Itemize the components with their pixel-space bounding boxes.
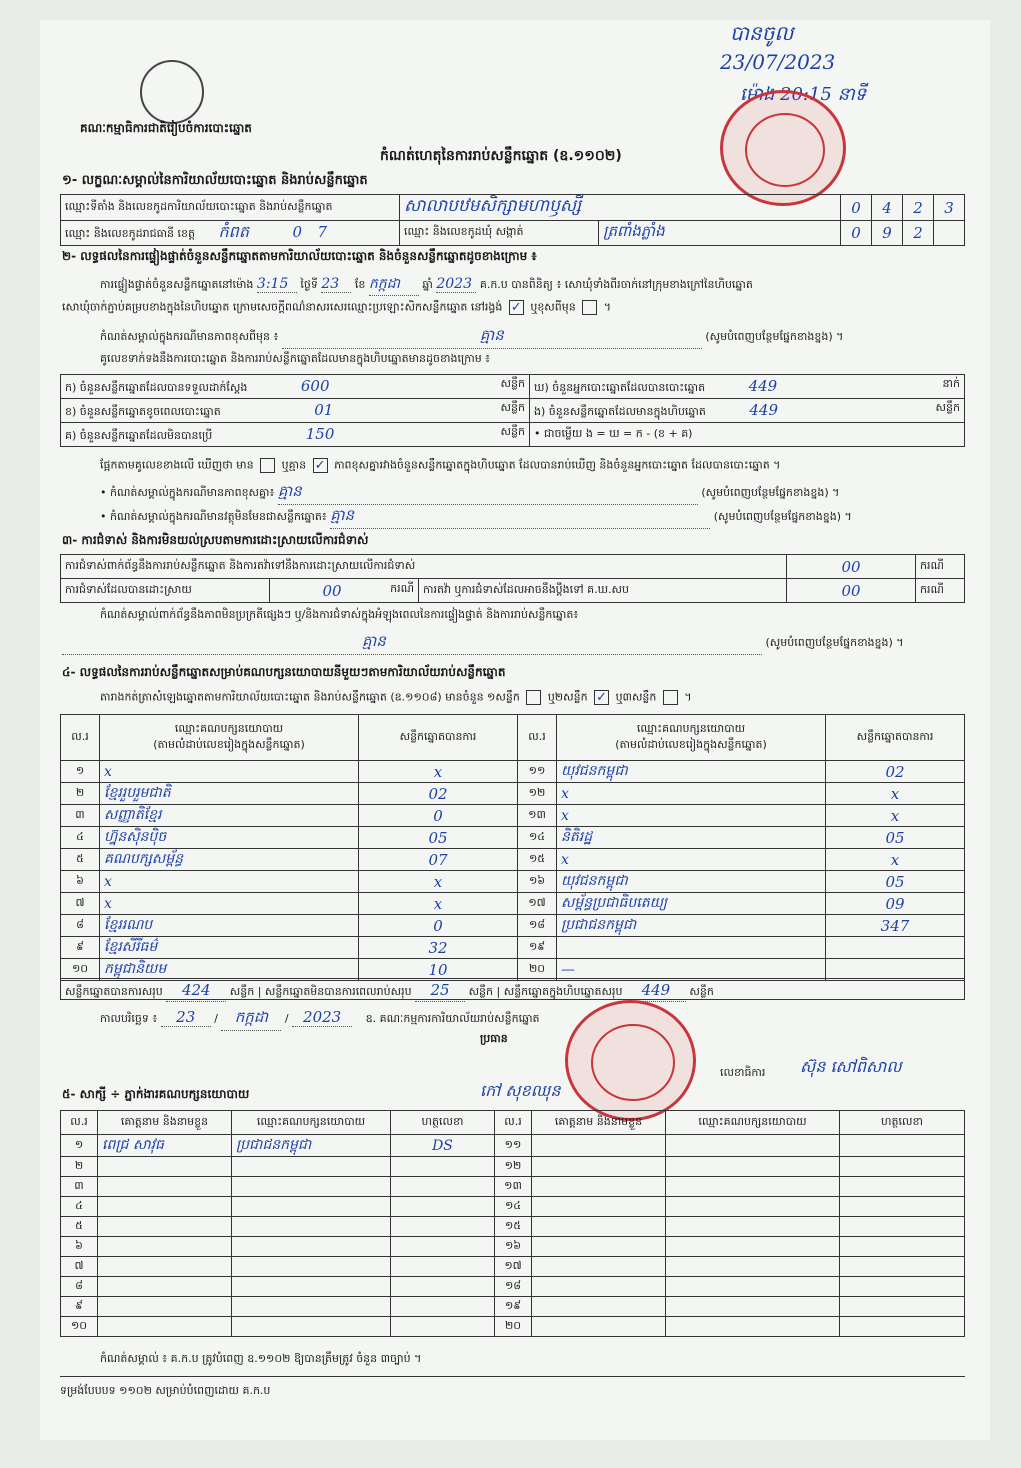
witness-signature: [391, 1217, 495, 1237]
bullet2-value: គ្មាន: [330, 506, 710, 529]
party-name: [557, 937, 826, 959]
unused-ballots-label: គ) ចំនួនសន្លឹកឆ្នោតដែលមិនបានប្រើ: [65, 428, 213, 442]
table-row: [61, 1257, 965, 1277]
party-name: x: [100, 761, 359, 783]
witness-signature: [840, 1257, 965, 1277]
witness-signature: [840, 1277, 965, 1297]
appeal-value: 00: [787, 579, 916, 603]
row-number: ១: [61, 761, 100, 783]
party-votes: 347: [826, 915, 965, 937]
row-number: ៦: [61, 1237, 98, 1257]
row-number: ៩: [61, 1297, 98, 1317]
received-note: បានចូល: [730, 21, 794, 45]
party-votes: 02: [826, 761, 965, 783]
witness-party: [232, 1237, 391, 1257]
two-sheet-checkbox[interactable]: ✓: [594, 690, 609, 705]
commune-label: ឈ្មោះ និងលេខកូដឃុំ សង្កាត់: [400, 221, 599, 246]
party-name: x: [557, 805, 826, 827]
witness-name: [98, 1177, 232, 1197]
check-month: កក្កដា: [369, 274, 419, 296]
row-number: ៨: [61, 915, 100, 937]
table-row: [61, 893, 965, 915]
box-ballots-value: 449: [749, 400, 779, 419]
org-name: គណៈកម្មាធិការជាតិរៀបចំការបោះឆ្នោត: [80, 121, 252, 135]
appeal-label: ការតវ៉ា ឬការជំទាស់ដែលអាចនឹងប្តឹងទៅ គ.ឃ.សប: [419, 579, 787, 603]
committee-seal-icon: [565, 1000, 696, 1121]
commune-value: ត្រពាំងភ្លាំង: [599, 221, 841, 246]
witness-party: [666, 1277, 840, 1297]
party-name: x: [557, 849, 826, 871]
table-row: [61, 849, 965, 871]
check-year: 2023: [436, 276, 476, 293]
row-number: ១១: [495, 1135, 532, 1157]
row-number: ២: [61, 1157, 98, 1177]
witness-name: [532, 1277, 666, 1297]
box-ballots-label: ង) ចំនួនសន្លឹកឆ្នោតដែលមានក្នុងហិបឆ្នោត: [534, 404, 706, 418]
party-votes: 0: [359, 805, 518, 827]
party-name: x: [100, 871, 359, 893]
location-label: ឈ្មោះទីតាំង និងលេខកូដការិយាល័យបោះឆ្នោត និងរាប់សន្លឹកឆ្នោត: [61, 195, 400, 221]
section5-title: ៥- សាក្សី ÷ ភ្នាក់ងារគណបក្សនយោបាយ: [62, 1087, 250, 1101]
witness-name: [532, 1135, 666, 1157]
witness-party: [666, 1157, 840, 1177]
witness-name: [98, 1237, 232, 1257]
province-label: ឈ្មោះ និងលេខកូដរាជធានី ខេត្ត: [65, 227, 195, 240]
witness-name: [532, 1197, 666, 1217]
party-votes: x: [359, 871, 518, 893]
total-box: 449: [626, 979, 686, 1002]
party-name: សញ្ញាតិខ្មែរ: [100, 805, 359, 827]
bullet1-value: គ្មាន: [278, 482, 698, 505]
witness-party: [666, 1197, 840, 1217]
row-number: ៧: [61, 893, 100, 915]
party-votes: x: [359, 893, 518, 915]
witness-party: [232, 1277, 391, 1297]
section2-title: ២- លទ្ធផលនៃការផ្ទៀងផ្ទាត់ចំនួនសន្លឹកឆ្នោតតាមការិយាល័យបោះឆ្នោត និងចំនួនសន្លឹកឆ្នោតដូចខាងក្រោម ៖: [62, 249, 537, 263]
party-name: x: [100, 893, 359, 915]
table-row: [61, 915, 965, 937]
section4-title: ៤- លទ្ធផលនៃការរាប់សន្លឹកឆ្នោតសម្រាប់គណបក្សនយោបាយនីមួយៗតាមការិយាល័យរាប់សន្លឹកឆ្នោត: [62, 665, 506, 679]
party-votes: 05: [826, 871, 965, 893]
witness-name: [532, 1297, 666, 1317]
party-votes: 09: [826, 893, 965, 915]
row-number: ១៦: [518, 871, 557, 893]
table-row: [61, 805, 965, 827]
formula: • ជាចម្លើយ ង = ឃ = ក - (ខ + គ): [530, 423, 965, 447]
witness-name: [98, 1257, 232, 1277]
party-votes: 0: [359, 915, 518, 937]
witness-signature: [391, 1277, 495, 1297]
objection-table: ការជំទាស់ពាក់ព័ន្ធនឹងការរាប់សន្លឹកឆ្នោត និងការតវ៉ាទៅនឹងការដោះស្រាយលើការជំទាស់ 00 ករណី ការជំទាស់ដែលបានដោះស្រាយ 00 ករណី ការតវ៉ា ឬការជំទាស់ដែលអាចនឹងប្តឹងទៅ គ.ឃ.សប 00 ករណី: [60, 554, 965, 603]
total-valid: 424: [166, 979, 226, 1002]
witness-name: [532, 1157, 666, 1177]
party-name: —: [557, 959, 826, 981]
row-number: ១៦: [495, 1237, 532, 1257]
witness-name: [98, 1317, 232, 1337]
location-code-digit: 2: [903, 195, 934, 221]
section3-note-value: គ្មាន: [62, 632, 762, 655]
party-votes: x: [826, 849, 965, 871]
witness-signature: [391, 1297, 495, 1317]
section4-intro: តារាងកត់ត្រាសំឡេងឆ្នោតតាមការិយាល័យបោះឆ្នោត និងរាប់សន្លឹកឆ្នោត (ឧ.១១០៨) មានចំនួន ១សន្លឹក ឬ២សន្លឹក ✓ ឬ៣សន្លឹក ។: [100, 690, 692, 705]
section3-note-line: គ្មាន (សូមបំពេញបន្ថែមផ្នែកខាងខ្នង) ។: [62, 632, 982, 655]
witness-party: [666, 1317, 840, 1337]
objection-label: ការជំទាស់ពាក់ព័ន្ធនឹងការរាប់សន្លឹកឆ្នោត និងការតវ៉ាទៅនឹងការដោះស្រាយលើការជំទាស់: [61, 555, 787, 579]
witness-name: [532, 1317, 666, 1337]
party-votes: x: [359, 761, 518, 783]
witness-party: [666, 1237, 840, 1257]
witness-signature: [840, 1135, 965, 1157]
resolved-label: ការជំទាស់ដែលបានដោះស្រាយ: [61, 579, 270, 603]
nec-logo-icon: [140, 60, 204, 124]
witness-signature: [840, 1237, 965, 1257]
location-code-digit: 0: [841, 195, 872, 221]
witness-table: ល.រ គោត្តនាម និងនាមខ្លួន ឈ្មោះគណបក្សនយោបាយ ហត្ថលេខា ល.រ គោត្តនាម និងនាមខ្លួន ឈ្មោះគណបក្សនយោបាយ ហត្ថលេខា ១ ពេជ្រ សាវុធ ប្រជាជនកម្ពុជា DS ១១ ២ ១២ ៣ ១៣ ៤ ១៤ ៥ ១៥ ៦ ១៦ ៧ ១៧ ៨ ១៨ ៩ ១៩ ១០ ២០: [60, 1110, 965, 1337]
party-votes: 32: [359, 937, 518, 959]
row-number: ១២: [495, 1157, 532, 1177]
party-votes: 10: [359, 959, 518, 981]
row-number: ៤: [61, 827, 100, 849]
document-page: [40, 20, 990, 1440]
row-number: ១៨: [518, 915, 557, 937]
count-table: ក) ចំនួនសន្លឹកឆ្នោតដែលបានទទួលដាក់ស្តែង 600 សន្លឹក ឃ) ចំនួនអ្នកបោះឆ្នោតដែលបានបោះឆ្នោត 449 នាក់ ខ) ចំនួនសន្លឹកឆ្នោតខូចពេលបោះឆ្នោត 01 សន្លឹក ង) ចំនួនសន្លឹកឆ្នោតដែលមានក្នុងហិបឆ្នោត 449 សន្លឹក គ) ចំនួនសន្លឹកឆ្នោតដែលមិនបានប្រើ 150 សន្លឹក • ជាចម្លើយ ង = ឃ = ក - (ខ + គ): [60, 374, 965, 447]
check-time: 3:15: [257, 276, 297, 293]
row-number: ១៣: [495, 1177, 532, 1197]
row-number: ១៤: [518, 827, 557, 849]
table-row: [61, 1237, 965, 1257]
president-label: ប្រធាន: [480, 1032, 508, 1045]
province-code: 0: [292, 223, 303, 241]
three-sheet-checkbox[interactable]: [663, 690, 678, 705]
commune-code-digit: 2: [903, 221, 934, 246]
location-code-digit: 3: [934, 195, 965, 221]
witness-name: [532, 1257, 666, 1277]
table-row: [61, 871, 965, 893]
party-votes: 05: [359, 827, 518, 849]
party-name: សម្ព័ន្ធប្រជាធិបតេយ្យ: [557, 893, 826, 915]
row-number: ៣: [61, 1177, 98, 1197]
witness-signature: [840, 1177, 965, 1197]
objection-value: 00: [787, 555, 916, 579]
witness-name: [532, 1217, 666, 1237]
witness-signature: [840, 1217, 965, 1237]
results-table: ល.រ ឈ្មោះគណបក្សនយោបាយ (តាមលំដាប់លេខរៀងក្នុងសន្លឹកឆ្នោត) សន្លឹកឆ្នោតបានការ ល.រ ឈ្មោះគណបក្សនយោបាយ (តាមលំដាប់លេខរៀងក្នុងសន្លឹកឆ្នោត) សន្លឹកឆ្នោតបានការ ១ x x ១១ យុវជនកម្ពុជា 02 ២ ខ្មែររួបរួមជាតិ 02 ១២ x x ៣ សញ្ញាតិខ្មែរ 0 ១៣ x x ៤ ហ្វ៊ុនស៊ិនប៉ិច 05 ១៤ និតិរដ្ឋ 05 ៥ គណបក្សសម្ព័ន្ធ 07 ១៥ x x ៦ x x ១៦ យុវជនកម្ពុជា 05 ៧ x x ១៧ សម្ព័ន្ធប្រជាធិបតេយ្យ 09 ៨ ខ្មែររណប 0 ១៨ ប្រជាជនកម្ពុជា 347 ៩ ខ្មែរសីរីធម៌ 32 ១៩ ១០ កម្ពុជានិយម 10 ២០ —: [60, 714, 965, 981]
table-row: [61, 1157, 965, 1177]
row-number: ២០: [518, 959, 557, 981]
witness-name: [98, 1297, 232, 1317]
party-votes: [826, 937, 965, 959]
party-name: គណបក្សសម្ព័ន្ធ: [100, 849, 359, 871]
party-name: កម្ពុជានិយម: [100, 959, 359, 981]
witness-signature: [391, 1237, 495, 1257]
received-date: 23/07/2023: [720, 50, 836, 74]
table-row: [61, 1177, 965, 1197]
compare-line: ផ្អែកតាមគូលេខខាងលើ ឃើញថា មាន ឬគ្មាន ✓ ភាពខុសគ្នារវាងចំនួនសន្លឹកឆ្នោតក្នុងហិបឆ្នោត ដែលបានរាប់ឃើញ និងចំនួនអ្នកបោះឆ្នោត ដែលបានបោះឆ្នោត ។: [100, 458, 781, 473]
witness-signature: [391, 1157, 495, 1177]
party-votes: 05: [826, 827, 965, 849]
commune-code-digit: 0: [841, 221, 872, 246]
witness-signature: [840, 1297, 965, 1317]
section1-table: [60, 194, 965, 246]
unused-ballots-value: 150: [305, 424, 335, 443]
witness-name: ពេជ្រ សាវុធ: [98, 1135, 232, 1157]
witness-party: [232, 1257, 391, 1277]
witness-signature: [391, 1317, 495, 1337]
section3-note: កំណត់សម្គាល់ពាក់ព័ន្ធនឹងភាពមិនប្រក្រតីផ្សេងៗ ឬ/និងការជំទាស់ក្នុងអំឡុងពេលនៃការផ្ទៀងផ្ទាត់ និងការរាប់សន្លឹកឆ្នោត៖: [100, 608, 579, 621]
row-number: ១៧: [518, 893, 557, 915]
table-row: [61, 1317, 965, 1337]
same-checkbox[interactable]: ✓: [509, 300, 524, 315]
witness-party: [666, 1177, 840, 1197]
voters-value: 449: [748, 376, 778, 395]
secretary-label: លេខាធិការ: [720, 1066, 766, 1079]
diff-no-checkbox[interactable]: ✓: [313, 458, 328, 473]
row-number: ៨: [61, 1277, 98, 1297]
row-number: ១០: [61, 959, 100, 981]
witness-name: [98, 1217, 232, 1237]
party-name: ខ្មែររណប: [100, 915, 359, 937]
witness-name: [98, 1157, 232, 1177]
party-name: និតិរដ្ឋ: [557, 827, 826, 849]
bullet2: • កំណត់សម្គាល់ក្នុងករណីមានវត្ថុមិនមែនជាសន្លឹកឆ្នោត៖ គ្មាន (សូមបំពេញបន្ថែមផ្នែកខាងខ្នង) ។: [100, 506, 980, 529]
table-row: [61, 783, 965, 805]
party-votes: 07: [359, 849, 518, 871]
location-value: សាលាបឋមសិក្សាមហាឫស្សី: [400, 195, 841, 221]
witness-party: [666, 1135, 840, 1157]
witness-party: [232, 1177, 391, 1197]
received-ballots-label: ក) ចំនួនសន្លឹកឆ្នោតដែលបានទទួលដាក់ស្តែង: [65, 380, 248, 394]
row-number: ៦: [61, 871, 100, 893]
table-row: [61, 1197, 965, 1217]
table-row: [61, 1277, 965, 1297]
table-row: [61, 827, 965, 849]
commune-code-digit: 9: [872, 221, 903, 246]
received-time: ម៉ោង 20:15 នាទី: [740, 84, 867, 105]
witness-party: [232, 1197, 391, 1217]
spoiled-ballots-label: ខ) ចំនួនសន្លឹកឆ្នោតខូចពេលបោះឆ្នោត: [65, 404, 221, 418]
doc-title: កំណត់ហេតុនៃការរាប់សន្លឹកឆ្នោត (ឧ.១១០២): [380, 148, 622, 164]
table-row: [61, 1297, 965, 1317]
totals-row: សន្លឹកឆ្នោតបានការសរុប 424 សន្លឹក | សន្លឹកឆ្នោតមិនបានការពេលរាប់សរុប 25 សន្លឹក | សន្លឹកឆ្នោតក្នុងហិបឆ្នោតសរុប 449 សន្លឹក: [60, 978, 965, 1000]
voters-label: ឃ) ចំនួនអ្នកបោះឆ្នោតដែលបានបោះឆ្នោត: [534, 380, 706, 394]
witness-party: [666, 1217, 840, 1237]
party-name: ប្រជាជនកម្ពុជា: [557, 915, 826, 937]
table-row: [61, 1217, 965, 1237]
footer-note: កំណត់សម្គាល់ ៖ គ.ក.ប ត្រូវបំពេញ ឧ.១១០២ ឱ្យបានត្រឹមត្រូវ ចំនួន ៣ច្បាប់ ។: [100, 1352, 422, 1365]
row-number: ១០: [61, 1317, 98, 1337]
row-number: ១២: [518, 783, 557, 805]
row-number: ១: [61, 1135, 98, 1157]
row-number: ១៩: [518, 937, 557, 959]
witness-signature: [840, 1157, 965, 1177]
witness-party: [232, 1217, 391, 1237]
row-number: ៩: [61, 937, 100, 959]
section1-title: ១- លក្ខណៈសម្គាល់នៃការិយាល័យបោះឆ្នោត និងរាប់សន្លឹកឆ្នោត: [62, 173, 368, 188]
row-number: ៧: [61, 1257, 98, 1277]
sign-date: កាលបរិច្ឆេទ ៖ 23 / កក្កដា / 2023 ឧ. គណៈកម្មការការិយាល័យរាប់សន្លឹកឆ្នោត: [100, 1008, 540, 1031]
official-seal-icon: [720, 90, 846, 206]
row-number: ១៣: [518, 805, 557, 827]
party-votes: x: [826, 783, 965, 805]
section2-note: កំណត់សម្គាល់ក្នុងករណីមានភាពខុសពីមុន ៖ គ្មាន (សូមបំពេញបន្ថែមផ្នែកខាងខ្នង) ។: [100, 326, 980, 349]
witness-party: [666, 1297, 840, 1317]
witness-signature: [840, 1197, 965, 1217]
witness-party: ប្រជាជនកម្ពុជា: [232, 1135, 391, 1157]
row-number: ១៤: [495, 1197, 532, 1217]
party-name: ខ្មែររួបរួមជាតិ: [100, 783, 359, 805]
witness-signature: [840, 1317, 965, 1337]
province-code: 7: [317, 223, 328, 241]
row-number: ១៧: [495, 1257, 532, 1277]
table-row: [61, 937, 965, 959]
location-code-digit: 4: [872, 195, 903, 221]
table-row: [61, 1135, 965, 1157]
row-number: ១៨: [495, 1277, 532, 1297]
bullet1: • កំណត់សម្គាល់ក្នុងករណីមានភាពខុសគ្នា៖ គ្មាន (សូមបំពេញបន្ថែមផ្នែកខាងខ្នង) ។: [100, 482, 980, 505]
total-invalid: 25: [415, 979, 465, 1002]
diff-yes-checkbox[interactable]: [260, 458, 275, 473]
section3-title: ៣- ការជំទាស់ និងការមិនយល់ស្របតាមការដោះស្រាយលើការជំទាស់: [62, 533, 369, 547]
witness-signature: [391, 1197, 495, 1217]
party-name: ហ្វ៊ុនស៊ិនប៉ិច: [100, 827, 359, 849]
party-name: យុវជនកម្ពុជា: [557, 871, 826, 893]
spoiled-ballots-value: 01: [314, 400, 334, 419]
section2-line3: គូលេខទាក់ទងនឹងការបោះឆ្នោត និងការរាប់សន្លឹកឆ្នោតដែលមានក្នុងហិបឆ្នោតមានដូចខាងក្រោម ៖: [100, 352, 491, 365]
one-sheet-checkbox[interactable]: [526, 690, 541, 705]
section2-note-value: គ្មាន: [282, 326, 702, 349]
witness-signature: DS: [391, 1135, 495, 1157]
witness-name: [98, 1277, 232, 1297]
witness-party: [666, 1257, 840, 1277]
footer-form: ទម្រង់បែបបទ ១១០២ សម្រាប់បំពេញដោយ គ.ក.ប: [60, 1384, 271, 1397]
section2-line2: សោឃុំចាក់ភ្ជាប់គម្របខាងក្នុងនៃហិបឆ្នោត ក្រោមសេចក្តីពណ៌នាសរសេរឈ្មោះប្រឡោះសិកសន្លឹកឆ្នោត នៅរង្វង់ ✓ ឬខុសពីមុន ។: [62, 300, 611, 315]
row-number: ៤: [61, 1197, 98, 1217]
party-name: យុវជនកម្ពុជា: [557, 761, 826, 783]
row-number: ១៥: [495, 1217, 532, 1237]
party-name: x: [557, 783, 826, 805]
secretary-signature: ស៊ុន សៅពិសាល: [800, 1057, 902, 1076]
row-number: ១៩: [495, 1297, 532, 1317]
row-number: ៣: [61, 805, 100, 827]
party-name: ខ្មែរសីរីធម៌: [100, 937, 359, 959]
section2-line1: ការផ្ទៀងផ្ទាត់ចំនួនសន្លឹកឆ្នោតនៅម៉ោង 3:15 ថ្ងៃទី 23 ខែ កក្កដា ឆ្នាំ 2023 គ.ក.ប បានពិនិត្យ ៖ សោឃុំទាំងពីរចាក់នៅក្រុមខាងក្រៅនៃហិបឆ្នោត: [100, 274, 980, 296]
row-number: ២: [61, 783, 100, 805]
changed-checkbox[interactable]: [582, 300, 597, 315]
witness-name: [532, 1177, 666, 1197]
witness-party: [232, 1297, 391, 1317]
province-value: កំពត: [218, 222, 249, 241]
witness-party: [232, 1317, 391, 1337]
received-ballots-value: 600: [300, 376, 330, 395]
row-number: ១១: [518, 761, 557, 783]
row-number: ២០: [495, 1317, 532, 1337]
row-number: ៥: [61, 849, 100, 871]
witness-name: [532, 1237, 666, 1257]
witness-party: [232, 1157, 391, 1177]
row-number: ១៥: [518, 849, 557, 871]
witness-name: [98, 1197, 232, 1217]
witness-signature: [391, 1257, 495, 1277]
president-signature: កៅ សុខឈុន: [480, 1081, 561, 1100]
table-row: [61, 761, 965, 783]
witness-signature: [391, 1177, 495, 1197]
resolved-value: 00 ករណី: [270, 579, 419, 603]
party-votes: x: [826, 805, 965, 827]
row-number: ៥: [61, 1217, 98, 1237]
check-day: 23: [321, 276, 351, 293]
party-votes: 02: [359, 783, 518, 805]
